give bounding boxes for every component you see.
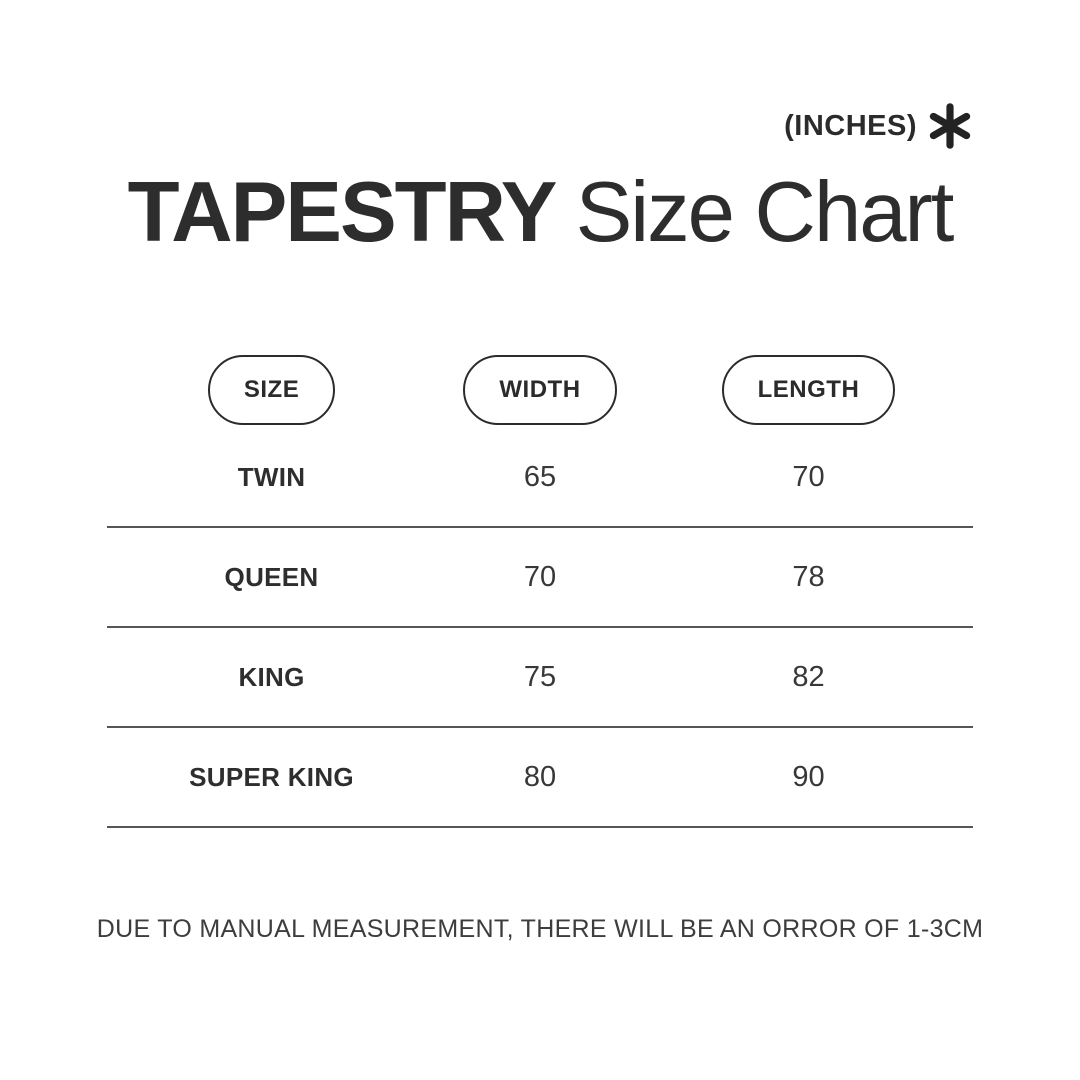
- column-header-length: LENGTH: [722, 355, 896, 425]
- column-header-size: SIZE: [208, 355, 335, 425]
- table-row: [107, 628, 973, 728]
- size-table: [107, 352, 973, 828]
- table-row: [107, 728, 973, 828]
- cell-length: 78: [792, 560, 825, 593]
- unit-indicator: [784, 103, 973, 149]
- cell-width: 80: [523, 760, 557, 793]
- table-row: [107, 428, 973, 528]
- unit-label: (INCHES): [784, 109, 917, 142]
- cell-size: TWIN: [237, 461, 306, 492]
- cell-width: 65: [523, 460, 557, 493]
- column-header-width: WIDTH: [463, 355, 616, 425]
- cell-size: SUPER KING: [189, 761, 354, 792]
- header-cell-width: [436, 355, 644, 425]
- header-cell-length: [644, 355, 973, 425]
- cell-width: 75: [523, 660, 557, 693]
- table-header-row: [107, 352, 973, 428]
- page-title: [0, 165, 1080, 260]
- cell-size: KING: [238, 661, 305, 692]
- cell-length: 90: [792, 760, 825, 793]
- title-brand: TAPESTRY: [127, 165, 554, 260]
- cell-size: QUEEN: [224, 561, 319, 592]
- table-row: [107, 528, 973, 628]
- header-cell-size: [107, 355, 436, 425]
- title-rest: Size Chart: [575, 165, 953, 260]
- cell-width: 70: [523, 560, 557, 593]
- cell-length: 70: [792, 460, 825, 493]
- measurement-note: DUE TO MANUAL MEASUREMENT, THERE WILL BE AN ORROR OF 1-3CM: [96, 915, 984, 943]
- asterisk-icon: [927, 103, 973, 149]
- cell-length: 82: [792, 660, 825, 693]
